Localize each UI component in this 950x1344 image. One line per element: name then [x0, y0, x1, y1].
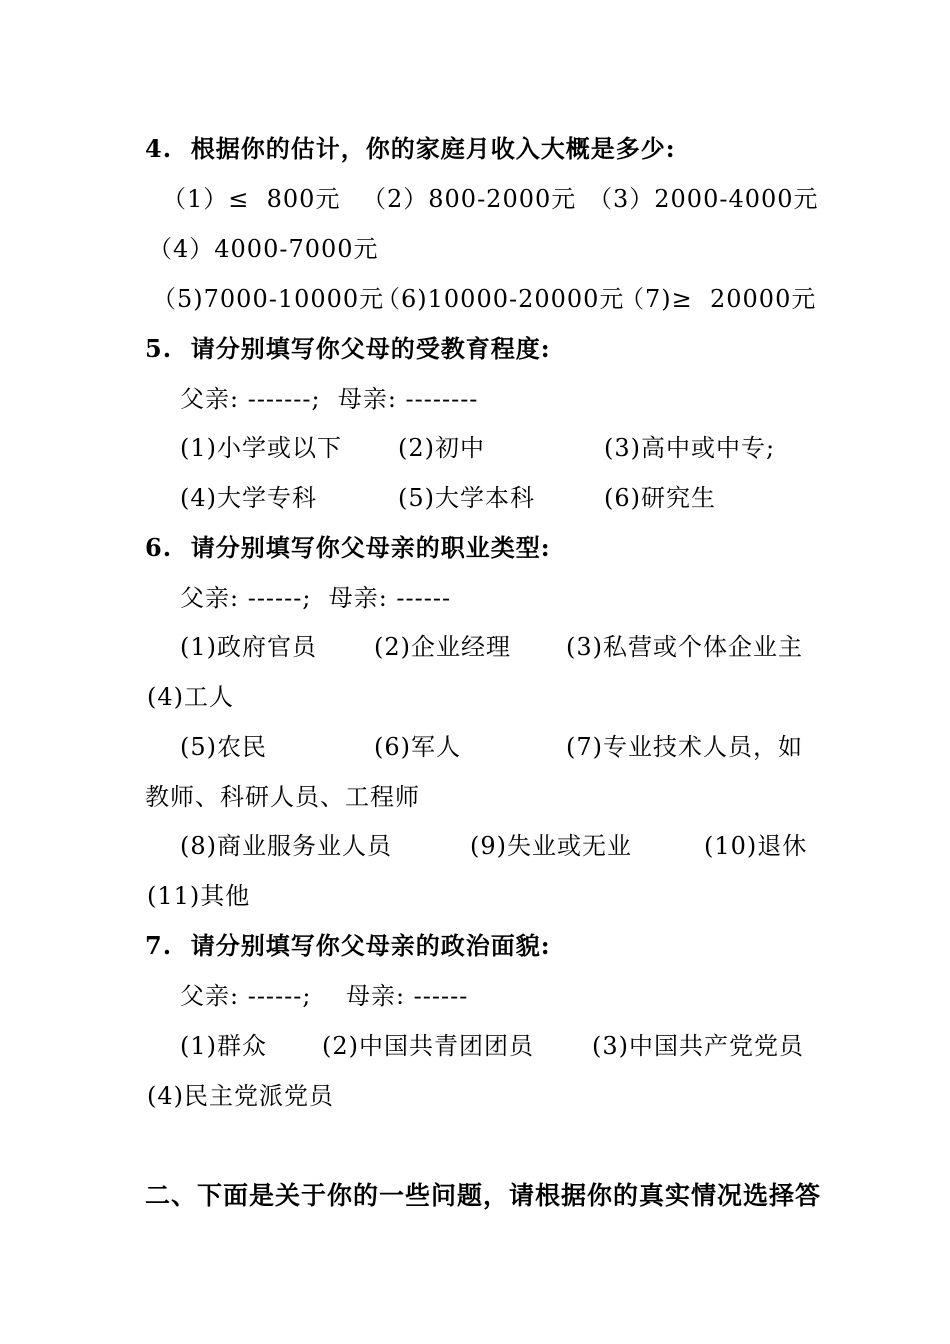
q6-option-3: (3)私营或个体企业主 [566, 633, 803, 661]
q4-option-2: （2）800-2000元 [362, 185, 577, 213]
question-5-title: 5. 请分别填写你父母的受教育程度: [145, 334, 551, 363]
question-6-title: 6. 请分别填写你父母亲的职业类型: [145, 533, 551, 562]
q6-option-11: (11)其他 [147, 882, 251, 910]
q6-option-4: (4)工人 [147, 683, 234, 711]
q6-option-6: (6)军人 [374, 733, 461, 761]
question-4-title: 4. 根据你的估计，你的家庭月收入大概是多少: [145, 134, 676, 163]
q6-fill-line: 父亲: ------; 母亲: ------ [180, 584, 452, 612]
q6-option-1: (1)政府官员 [180, 633, 317, 661]
q5-option-6: (6)研究生 [604, 484, 716, 512]
q7-option-3: (3)中国共产党党员 [592, 1032, 804, 1060]
q6-option-10: (10)退休 [704, 832, 808, 860]
q4-option-7: （7)≥ 20000元 [620, 285, 817, 313]
q4-option-1: （1）≤ 800元 [162, 185, 341, 213]
q7-option-2: (2)中国共青团团员 [322, 1032, 534, 1060]
q7-option-1: (1)群众 [180, 1032, 267, 1060]
q6-option-9: (9)失业或无业 [470, 832, 632, 860]
q6-option-7-continued: 教师、科研人员、工程师 [145, 783, 420, 811]
q5-option-5: (5)大学本科 [398, 484, 535, 512]
q7-option-4: (4)民主党派党员 [147, 1082, 334, 1110]
section-2-heading: 二、下面是关于你的一些问题，请根据你的真实情况选择答 [145, 1181, 822, 1210]
q4-option-5: （5)7000-10000元 [152, 285, 385, 313]
q5-option-1: (1)小学或以下 [180, 434, 342, 462]
q6-option-2: (2)企业经理 [374, 633, 511, 661]
q5-fill-line: 父亲: -------; 母亲: -------- [180, 385, 479, 413]
q4-option-4: （4）4000-7000元 [148, 235, 379, 263]
q6-option-5: (5)农民 [180, 733, 267, 761]
q5-option-3: (3)高中或中专; [604, 434, 776, 462]
q6-option-8: (8)商业服务业人员 [180, 832, 392, 860]
q7-fill-line: 父亲: ------; 母亲: ------ [180, 982, 469, 1010]
question-7-title: 7. 请分别填写你父母亲的政治面貌: [145, 931, 551, 960]
q5-option-2: (2)初中 [398, 434, 485, 462]
q5-option-4: (4)大学专科 [180, 484, 317, 512]
q4-option-6: （6)10000-20000元 [376, 285, 625, 313]
q4-option-3: （3）2000-4000元 [588, 185, 819, 213]
q6-option-7: (7)专业技术人员，如 [566, 733, 803, 761]
